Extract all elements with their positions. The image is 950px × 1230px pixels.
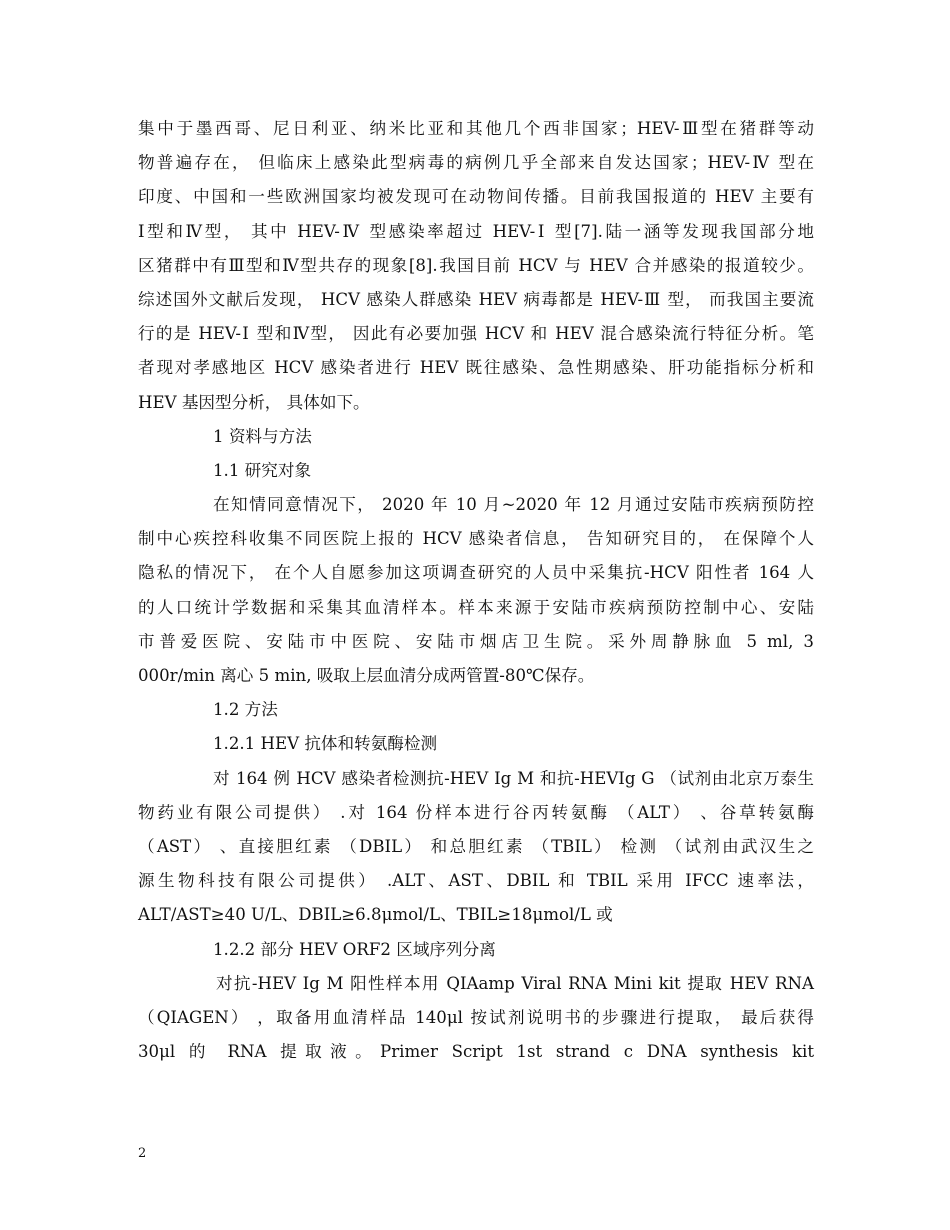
- text-line: 对 164 例 HCV 感染者检测抗-HEV Ig M 和抗-HEVIg G （试剂由北京万泰生: [213, 768, 814, 788]
- text-line: 在知情同意情况下， 2020 年 10 月~2020 年 12 月通过安陆市疾病预防控: [213, 495, 814, 515]
- text-line: Ⅰ型和Ⅳ型， 其中 HEV-Ⅳ 型感染率超过 HEV-Ⅰ 型[7].陆一涵等发现我国部分地: [138, 221, 814, 241]
- text-line: 的人口统计学数据和采集其血清样本。样本来源于安陆市疾病预防控制中心、安陆: [138, 597, 814, 617]
- subsection-heading: 1.1 研究对象: [213, 460, 312, 480]
- text-line: （AST） 、直接胆红素 （DBIL） 和总胆红素 （TBIL） 检测 （试剂由武汉生之: [138, 836, 814, 856]
- section-heading: 1 资料与方法: [213, 426, 312, 446]
- subsection-heading: 1.2 方法: [213, 700, 278, 720]
- text-line: 对抗-HEV Ig M 阳性样本用 QIAamp Viral RNA Mini kit 提取 HEV RNA: [216, 973, 814, 993]
- text-line: 000r/min 离心 5 min, 吸取上层血清分成两管置-80℃保存。: [138, 666, 595, 685]
- page-number: 2: [138, 1146, 147, 1161]
- text-line: 者现对孝感地区 HCV 感染者进行 HEV 既往感染、急性期感染、肝功能指标分析和: [138, 358, 814, 378]
- text-line: 印度、中国和一些欧洲国家均被发现可在动物间传播。目前我国报道的 HEV 主要有: [138, 187, 814, 207]
- text-line: ALT/AST≥40 U/L、DBIL≥6.8μmol/L、TBIL≥18μmol/L 或: [138, 905, 613, 925]
- text-line: 物普遍存在， 但临床上感染此型病毒的病例几乎全部来自发达国家；HEV-Ⅳ 型在: [138, 153, 814, 173]
- text-line: 源生物科技有限公司提供） .ALT、AST、DBIL 和 TBIL 采用 IFCC 速率法，: [138, 871, 814, 891]
- text-line: 综述国外文献后发现， HCV 感染人群感染 HEV 病毒都是 HEV-Ⅲ 型， 而我国主要流: [138, 289, 814, 309]
- text-line: 行的是 HEV-Ⅰ 型和Ⅳ型， 因此有必要加强 HCV 和 HEV 混合感染流行特征分析。笔: [138, 324, 814, 344]
- text-line: 物药业有限公司提供） .对 164 份样本进行谷丙转氨酶 （ALT） 、谷草转氨酶: [138, 802, 814, 822]
- text-line: 区猪群中有Ⅲ型和Ⅳ型共存的现象[8].我国目前 HCV 与 HEV 合并感染的报道较少。: [138, 255, 814, 275]
- text-line: 集中于墨西哥、尼日利亚、纳米比亚和其他几个西非国家；HEV-Ⅲ型在猪群等动: [138, 119, 814, 138]
- text-line: 30μl 的 RNA 提取液。Primer Script 1st strand c DNA synthesis kit: [138, 1042, 814, 1062]
- body-text: [138, 112, 814, 1069]
- text-line: 制中心疾控科收集不同医院上报的 HCV 感染者信息， 告知研究目的， 在保障个人: [138, 529, 814, 549]
- text-line: 市普爱医院、安陆市中医院、安陆市烟店卫生院。采外周静脉血 5 ml, 3: [138, 631, 814, 651]
- subsection-heading: 1.2.2 部分 HEV ORF2 区域序列分离: [213, 939, 496, 959]
- text-line: HEV 基因型分析， 具体如下。: [138, 392, 370, 412]
- subsection-heading: 1.2.1 HEV 抗体和转氨酶检测: [213, 734, 438, 754]
- text-line: （QIAGEN） ，取备用血清样品 140μl 按试剂说明书的步骤进行提取， 最后获得: [138, 1007, 814, 1027]
- text-line: 隐私的情况下， 在个人自愿参加这项调查研究的人员中采集抗-HCV 阳性者 164 人: [138, 563, 814, 583]
